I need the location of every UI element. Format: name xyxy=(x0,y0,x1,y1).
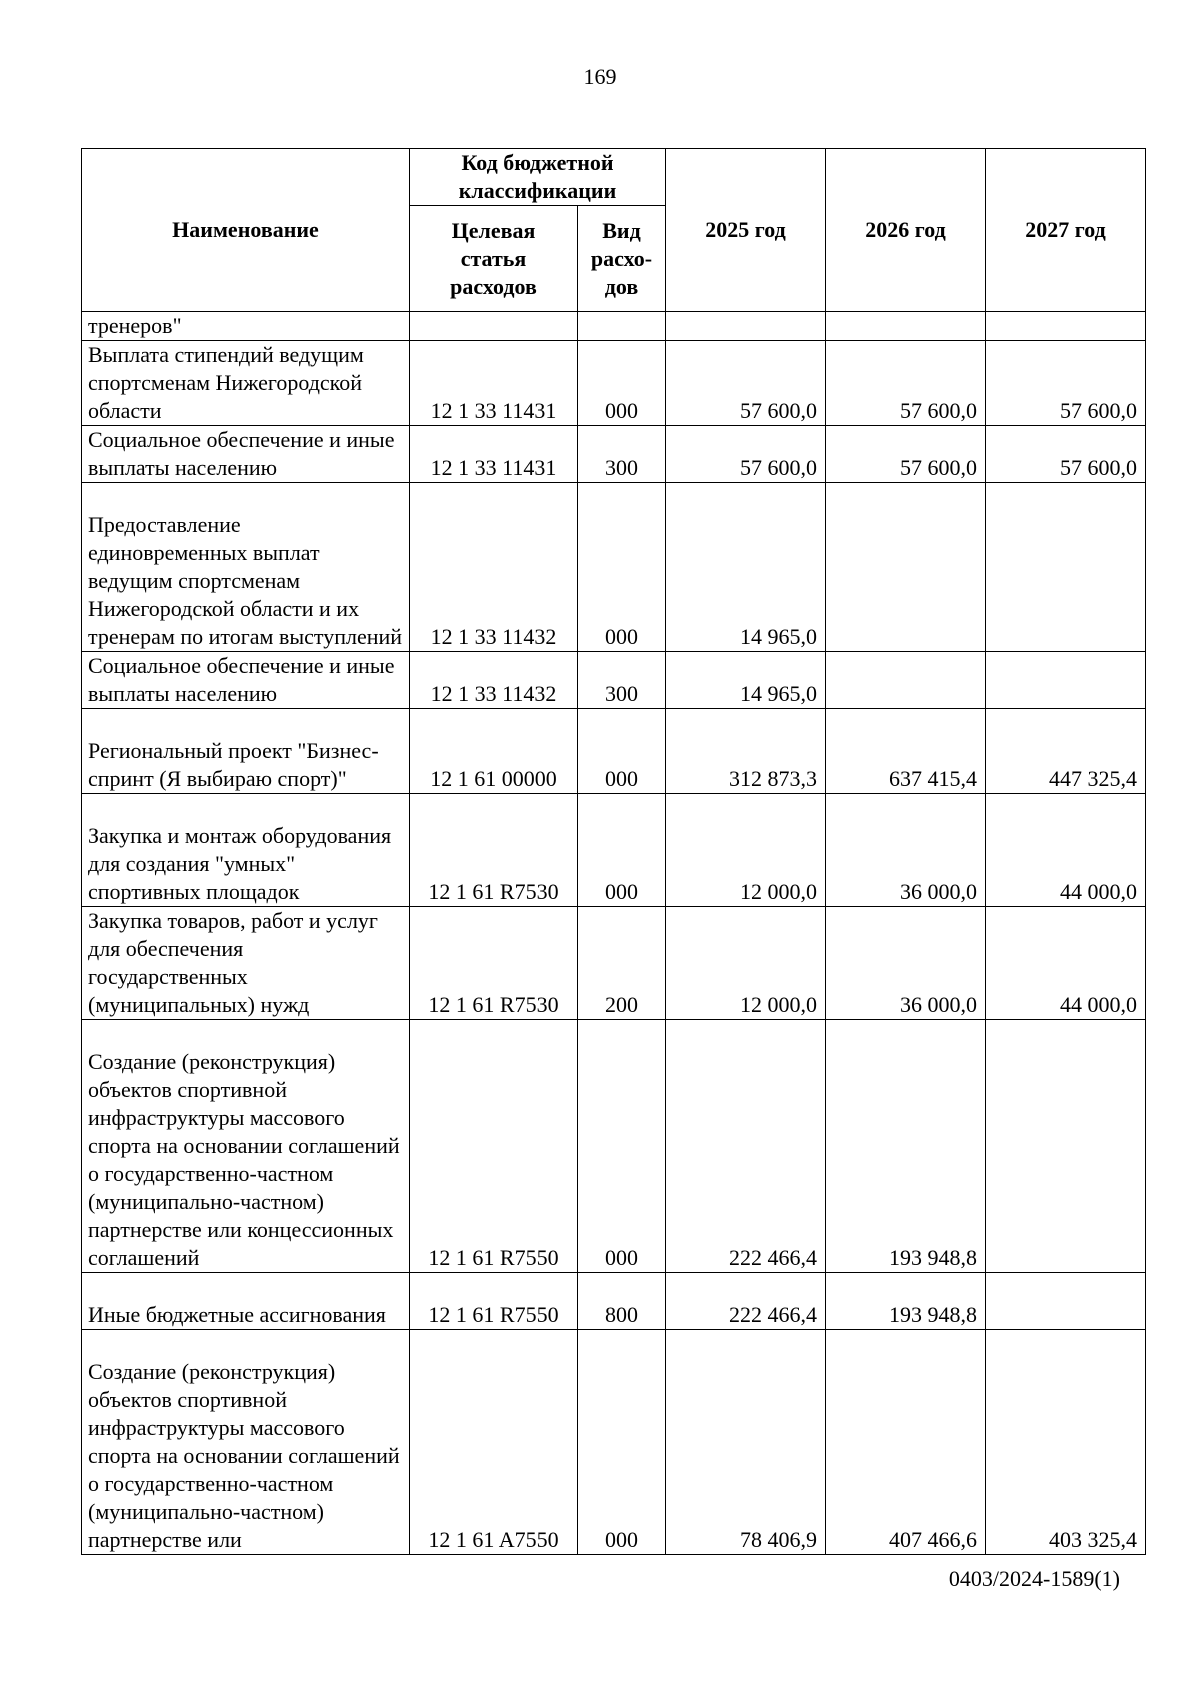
row-expense-kind-cell: 000 xyxy=(578,341,666,426)
row-target-article-cell: 12 1 33 11431 xyxy=(410,426,578,483)
row-target-article-cell: 12 1 61 00000 xyxy=(410,709,578,794)
row-2025-cell: 57 600,0 xyxy=(666,426,826,483)
table-header xyxy=(82,149,1146,312)
row-2025-cell xyxy=(666,312,826,341)
table-row xyxy=(82,341,1146,426)
row-2027-cell xyxy=(986,652,1146,709)
row-expense-kind-cell: 000 xyxy=(578,1330,666,1555)
table-row xyxy=(82,483,1146,652)
row-2025-cell: 222 466,4 xyxy=(666,1020,826,1273)
row-2025-cell: 222 466,4 xyxy=(666,1273,826,1330)
row-2026-cell: 36 000,0 xyxy=(826,794,986,907)
row-2027-cell: 57 600,0 xyxy=(986,341,1146,426)
row-expense-kind-cell: 200 xyxy=(578,907,666,1020)
document-code: 0403/2024-1589(1) xyxy=(948,1566,1120,1591)
table-row xyxy=(82,312,1146,341)
table-row xyxy=(82,709,1146,794)
table-row xyxy=(82,907,1146,1020)
row-target-article-cell: 12 1 61 R7550 xyxy=(410,1273,578,1330)
row-expense-kind-cell: 000 xyxy=(578,1020,666,1273)
header-expense-kind: Вид расхо-дов xyxy=(578,206,666,312)
row-2026-cell: 407 466,6 xyxy=(826,1330,986,1555)
row-2025-cell: 78 406,9 xyxy=(666,1330,826,1555)
table-row xyxy=(82,652,1146,709)
row-2026-cell xyxy=(826,652,986,709)
row-2025-cell: 12 000,0 xyxy=(666,907,826,1020)
row-2027-cell: 44 000,0 xyxy=(986,794,1146,907)
row-target-article-cell: 12 1 61 A7550 xyxy=(410,1330,578,1555)
table-row xyxy=(82,794,1146,907)
row-2026-cell: 57 600,0 xyxy=(826,341,986,426)
row-2027-cell: 403 325,4 xyxy=(986,1330,1146,1555)
row-target-article-cell: 12 1 61 R7530 xyxy=(410,794,578,907)
row-expense-kind-cell: 300 xyxy=(578,426,666,483)
row-2025-cell: 57 600,0 xyxy=(666,341,826,426)
row-expense-kind-cell: 000 xyxy=(578,483,666,652)
row-name-cell: Закупка товаров, работ и услуг для обеспечения государственных (муниципальных) нужд xyxy=(82,907,410,1020)
row-2027-cell: 57 600,0 xyxy=(986,426,1146,483)
table-row xyxy=(82,1273,1146,1330)
row-name-cell: Иные бюджетные ассигнования xyxy=(82,1273,410,1330)
row-name-cell: Закупка и монтаж оборудования для создания "умных" спортивных площадок xyxy=(82,794,410,907)
table-row xyxy=(82,426,1146,483)
row-expense-kind-cell: 000 xyxy=(578,709,666,794)
row-2026-cell: 193 948,8 xyxy=(826,1020,986,1273)
row-target-article-cell: 12 1 33 11432 xyxy=(410,652,578,709)
row-name-cell: тренеров" xyxy=(82,312,410,341)
row-name-cell: Создание (реконструкция) объектов спортивной инфраструктуры массового спорта на основании соглашений о государственно-частном (муниципально-частном) партнерстве или концессионных соглашений xyxy=(82,1020,410,1273)
header-year-2025: 2025 год xyxy=(666,149,826,312)
row-2025-cell: 14 965,0 xyxy=(666,483,826,652)
row-expense-kind-cell: 000 xyxy=(578,794,666,907)
header-budget-code-group: Код бюджетной классификации xyxy=(410,149,666,206)
row-2027-cell xyxy=(986,1273,1146,1330)
row-expense-kind-cell xyxy=(578,312,666,341)
row-2027-cell: 447 325,4 xyxy=(986,709,1146,794)
row-target-article-cell: 12 1 61 R7530 xyxy=(410,907,578,1020)
row-2027-cell xyxy=(986,312,1146,341)
table-body xyxy=(82,312,1146,1555)
table-row xyxy=(82,1020,1146,1273)
row-2027-cell: 44 000,0 xyxy=(986,907,1146,1020)
row-2026-cell: 193 948,8 xyxy=(826,1273,986,1330)
budget-table xyxy=(81,148,1146,1555)
header-year-2026: 2026 год xyxy=(826,149,986,312)
header-target-article: Целевая статья расходов xyxy=(410,206,578,312)
row-2026-cell: 637 415,4 xyxy=(826,709,986,794)
row-target-article-cell: 12 1 61 R7550 xyxy=(410,1020,578,1273)
row-2027-cell xyxy=(986,483,1146,652)
row-expense-kind-cell: 300 xyxy=(578,652,666,709)
row-2025-cell: 12 000,0 xyxy=(666,794,826,907)
row-name-cell: Социальное обеспечение и иные выплаты населению xyxy=(82,652,410,709)
row-target-article-cell: 12 1 33 11431 xyxy=(410,341,578,426)
row-name-cell: Предоставление единовременных выплат ведущим спортсменам Нижегородской области и их тренерам по итогам выступлений xyxy=(82,483,410,652)
row-target-article-cell: 12 1 33 11432 xyxy=(410,483,578,652)
row-2026-cell xyxy=(826,483,986,652)
row-2026-cell xyxy=(826,312,986,341)
header-year-2027: 2027 год xyxy=(986,149,1146,312)
page-number: 169 xyxy=(583,64,617,89)
row-name-cell: Социальное обеспечение и иные выплаты населению xyxy=(82,426,410,483)
header-name: Наименование xyxy=(82,149,410,312)
row-name-cell: Выплата стипендий ведущим спортсменам Нижегородской области xyxy=(82,341,410,426)
row-2026-cell: 57 600,0 xyxy=(826,426,986,483)
table-row xyxy=(82,1330,1146,1555)
row-2027-cell xyxy=(986,1020,1146,1273)
row-2026-cell: 36 000,0 xyxy=(826,907,986,1020)
row-2025-cell: 312 873,3 xyxy=(666,709,826,794)
row-name-cell: Создание (реконструкция) объектов спортивной инфраструктуры массового спорта на основании соглашений о государственно-частном (муниципально-частном) партнерстве или xyxy=(82,1330,410,1555)
row-2025-cell: 14 965,0 xyxy=(666,652,826,709)
row-name-cell: Региональный проект "Бизнес-спринт (Я выбираю спорт)" xyxy=(82,709,410,794)
row-expense-kind-cell: 800 xyxy=(578,1273,666,1330)
row-target-article-cell xyxy=(410,312,578,341)
